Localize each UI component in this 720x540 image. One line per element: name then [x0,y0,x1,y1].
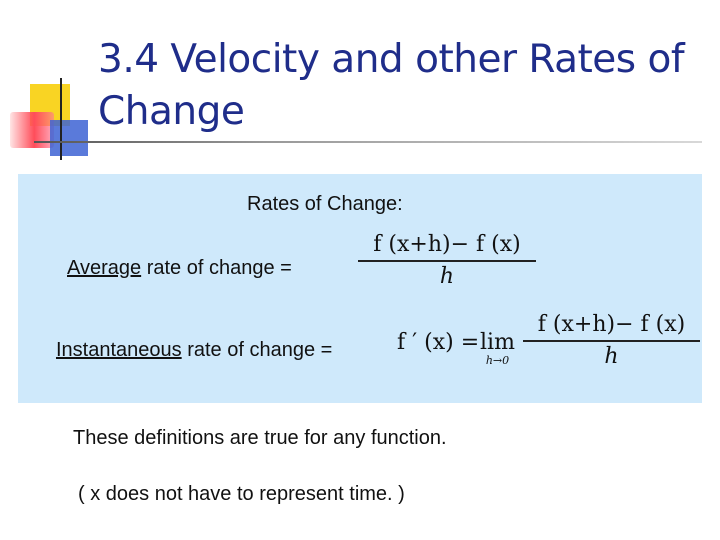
average-numerator: f (x+h)− f (x) [373,232,521,257]
average-label-rest: rate of change = [141,257,292,279]
note-time: ( x does not have to represent time. ) [78,483,405,505]
note-definitions: These definitions are true for any function. [73,427,447,449]
instantaneous-numerator: f (x+h)− f (x) [537,312,686,337]
decor-vertical-rule [60,78,62,160]
limit-word: lim [480,330,515,355]
average-fraction-bar [358,260,536,262]
average-denominator: h [439,263,455,289]
instantaneous-formula [523,312,700,369]
instantaneous-denominator: h [604,343,619,369]
instantaneous-label [56,339,332,362]
decor-blue-square [50,120,88,156]
average-label [67,257,292,280]
title-underline [34,141,702,143]
limit-operator [480,330,515,367]
derivative-lhs: f ′ (x) = [397,330,480,355]
limit-subscript: h→0 [485,354,510,367]
average-formula [358,232,536,289]
instantaneous-label-rest: rate of change = [181,339,333,361]
instantaneous-term: Instantaneous [56,339,182,361]
slide-title: 3.4 Velocity and other Rates of Change [98,37,685,134]
average-term: Average [67,257,142,279]
box-heading: Rates of Change: [247,193,403,215]
instantaneous-fraction-bar [523,340,700,342]
